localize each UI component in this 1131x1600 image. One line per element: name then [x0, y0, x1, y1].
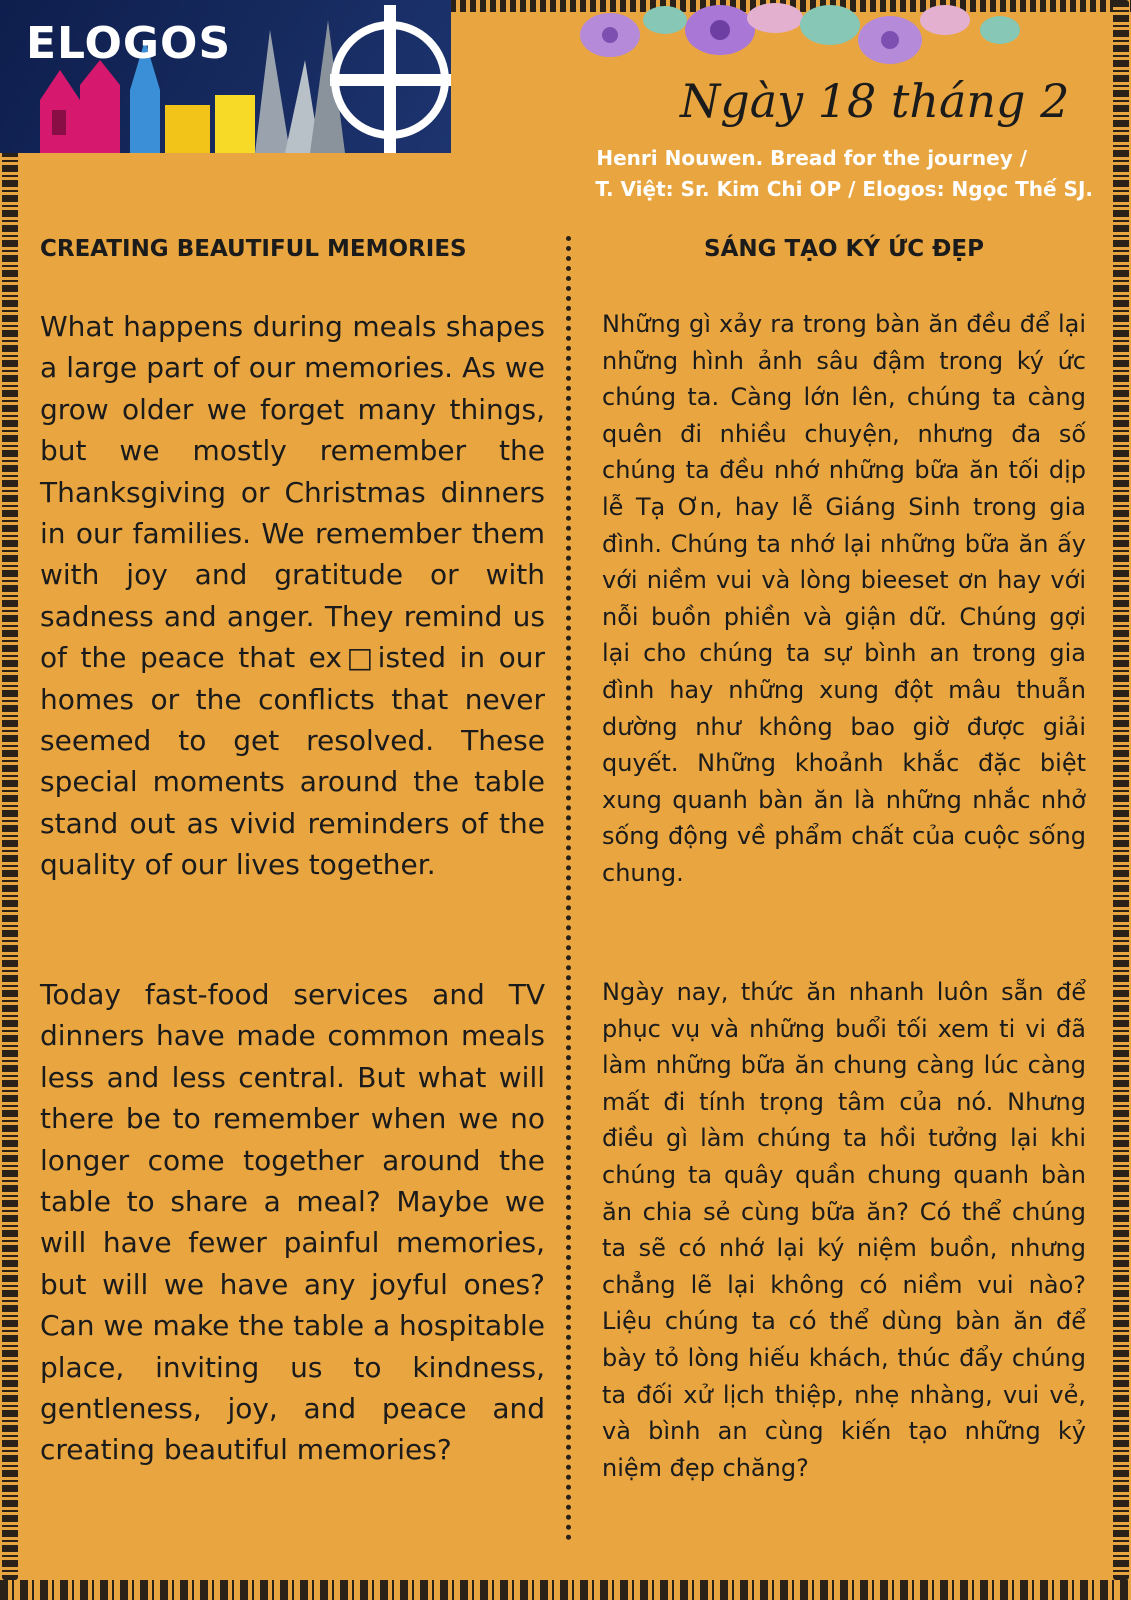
credit-line-source: Henri Nouwen. Bread for the journey /: [596, 146, 1027, 170]
brand-logo-text: ELOGOS: [26, 18, 232, 69]
bottom-border-decoration: [0, 1580, 1131, 1600]
credit-line-translators: T. Việt: Sr. Kim Chi OP / Elogos: Ngọc Thế SJ.: [595, 177, 1093, 201]
english-paragraph-1: What happens during meals shapes a large part of our memories. As we grow older we forget many things, but we mostly remember the Thanksgiving or Christmas dinners in our families. We remember them with joy and gratitude or with sadness and anger. They remind us of the peace that ex□isted in our homes or the conflicts that never seemed to get resolved. These special moments around the table stand out as vivid reminders of the quality of our lives together.: [40, 310, 545, 882]
flower-decoration-icon: [570, 0, 1130, 80]
english-column: [40, 236, 545, 1467]
english-paragraph-2: Today fast-food services and TV dinners have made common meals less and less central. But what will there be to remember when we no longer come together around the table to share a meal? Maybe we will have fewer painful memories, but will we have any joyful ones? Can we make the table a hospitable place, inviting us to kindness, gentleness, joy, and peace and creating beautiful memories?: [40, 978, 545, 1467]
vietnamese-paragraph-1: Những gì xảy ra trong bàn ăn đều để lại những hình ảnh sâu đậm trong ký ức chúng ta. Càng lớn lên, chúng ta càng quên đi nhiều chuyện, nhưng đa số chúng ta đều nhớ những bữa ăn tối dịp lễ Tạ Ơn, hay lễ Giáng Sinh trong gia đình. Chúng ta nhớ lại những bữa ăn ấy với niềm vui và lòng bieeset ơn hay với nỗi buồn phiền và giận dữ. Chúng gợi lại cho chúng ta sự bình an trong gia đình hay những xung đột mâu thuẫn dường như không bao giờ được giải quyết. Những khoảnh khắc đặc biệt xung quanh bàn ăn là những nhắc nhở sống động về phẩm chất của cuộc sống chung.: [602, 310, 1086, 887]
vietnamese-column: [602, 236, 1086, 1482]
vietnamese-heading: SÁNG TẠO KÝ ỨC ĐẸP: [704, 236, 984, 262]
date-title: Ngày 18 tháng 2: [680, 74, 1070, 128]
column-divider: [566, 236, 571, 1541]
left-border-decoration: [2, 150, 18, 1580]
english-heading: CREATING BEAUTIFUL MEMORIES: [40, 236, 467, 262]
right-border-decoration: [1113, 0, 1129, 1580]
elogos-logo-panel: [0, 0, 451, 153]
vietnamese-paragraph-2: Ngày nay, thức ăn nhanh luôn sẵn để phục vụ và những buổi tối xem ti vi đã làm những bữa ăn chung càng lúc càng mất đi tính trọng tâm của nó. Nhưng điều gì làm chúng ta hồi tưởng lại khi chúng ta quây quần chung quanh bàn ăn chia sẻ cùng bữa ăn? Có thể chúng ta sẽ có nhớ lại ký niệm buồn, nhưng chẳng lẽ lại không có niềm vui nào? Liệu chúng ta có thể dùng bàn ăn để bày tỏ lòng hiếu khách, thúc đẩy chúng ta đối xử lịch thiệp, nhẹ nhàng, vui vẻ, và bình an cùng kiến tạo những kỷ niệm đẹp chăng?: [602, 978, 1086, 1482]
